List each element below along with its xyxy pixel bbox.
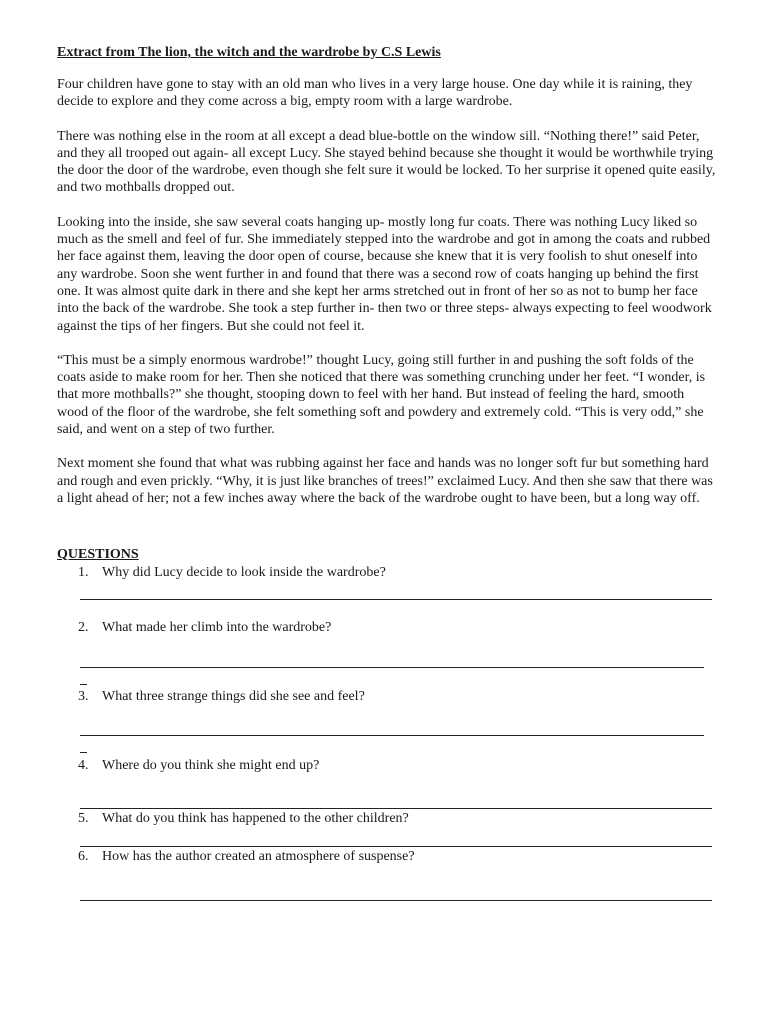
extract-paragraph: Next moment she found that what was rubbing against her face and hands was no longer soft fur but something hard and rough and even prickly. “Why, it is just like branches of trees!” exclaimed Lucy. And then she saw that there was a light ahead of her; not a few inches away where the back of the wardrobe ought to have been, but a long way off. [57, 456, 713, 506]
question-item [78, 565, 386, 581]
question-text: What made her climb into the wardrobe? [102, 620, 332, 635]
document-title: Extract from The lion, the witch and the wardrobe by C.S Lewis [57, 45, 441, 60]
question-text: How has the author created an atmosphere of suspense? [102, 849, 415, 864]
question-number: 6. [78, 849, 89, 864]
extract-paragraph: “This must be a simply enormous wardrobe!” thought Lucy, going still further in and pushing the soft folds of the coats aside to make room for her. Then she noticed that there was something crunching under her feet. “I wonder, is that more mothballs?” she thought, stooping down to feel with her hand. But instead of feeling the hard, smooth wood of the floor of the wardrobe, she felt something soft and powdery and extremely cold. “This is very odd,” she said, and went on a step of two further. [57, 352, 706, 438]
question-number: 5. [78, 811, 89, 826]
document-body [57, 44, 717, 524]
answer-line-overflow [80, 752, 87, 753]
question-item [78, 849, 415, 865]
answer-line[interactable] [80, 846, 712, 847]
question-number: 3. [78, 689, 89, 704]
question-text: Where do you think she might end up? [102, 758, 320, 773]
answer-line[interactable] [80, 900, 712, 901]
question-item [78, 811, 409, 827]
question-number: 4. [78, 758, 89, 773]
intro-paragraph: Four children have gone to stay with an old man who lives in a very large house. One day while it is raining, they decide to explore and they come across a big, empty room with a large wardrobe. [57, 77, 693, 110]
questions-heading: QUESTIONS [57, 547, 139, 562]
answer-line[interactable] [80, 735, 704, 736]
question-item [78, 620, 331, 636]
question-item [78, 758, 319, 774]
extract-paragraph: Looking into the inside, she saw several coats hanging up- mostly long fur coats. There was nothing Lucy liked so much as the smell and feel of fur. She immediately stepped into the wardrobe and got in among the coats and rubbed her face against them, leaving the door open of course, because she knew that it is very foolish to shut oneself into any wardrobe. Soon she went further in and found that there was a second row of coats hanging up behind the first one. It was almost quite dark in there and she kept her arms stretched out in front of her so as not to bump her face into the back of the wardrobe. She took a step further in- then two or three steps- always expecting to feel woodwork against the tips of her fingers. But she could not feel it. [57, 214, 712, 334]
extract-paragraph: There was nothing else in the room at all except a dead blue-bottle on the window sill. “Nothing there!” said Peter, and they all trooped out again- all except Lucy. She stayed behind because she thought it would be worthwhile trying the door the door of the wardrobe, even though she felt sure it would be locked. To her surprise it opened quite easily, and two mothballs dropped out. [57, 128, 716, 196]
question-item [78, 689, 365, 705]
question-text: What do you think has happened to the other children? [102, 811, 409, 826]
answer-line[interactable] [80, 599, 712, 600]
question-text: Why did Lucy decide to look inside the wardrobe? [102, 565, 386, 580]
answer-line[interactable] [80, 808, 712, 809]
answer-line-overflow [80, 684, 87, 685]
question-text: What three strange things did she see and feel? [102, 689, 365, 704]
question-number: 1. [78, 565, 89, 580]
answer-line[interactable] [80, 667, 704, 668]
question-number: 2. [78, 620, 89, 635]
